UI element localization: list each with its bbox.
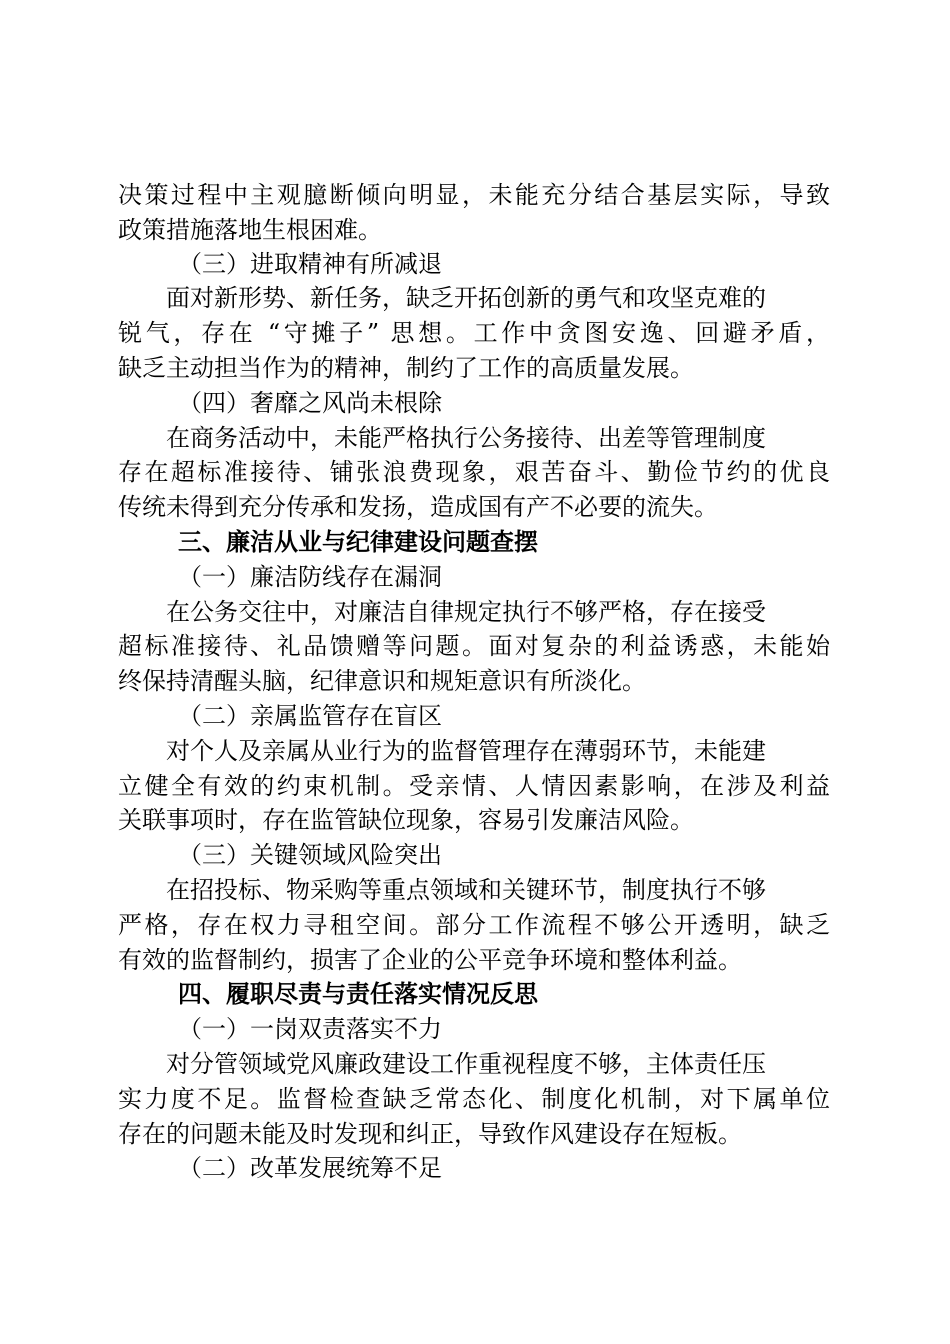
subsection-heading (0, 697, 950, 735)
subsection-heading-text: （一）廉洁防线存在漏洞 (178, 563, 442, 591)
paragraph-text: 缺乏主动担当作为的精神，制约了工作的高质量发展。 (118, 354, 694, 382)
body-text-line (0, 279, 950, 317)
body-text-line (0, 941, 950, 979)
paragraph-text: 关联事项时，存在监管缺位现象，容易引发廉洁风险。 (118, 806, 694, 834)
body-text-line (0, 1045, 950, 1083)
paragraph-text: 传统未得到充分传承和发扬，造成国有产不必要的流失。 (118, 493, 718, 521)
subsection-heading (0, 558, 950, 596)
paragraph-text: 对分管领域党风廉政建设工作重视程度不够，主体责任压 (166, 1050, 766, 1078)
subsection-heading-text: （三）进取精神有所减退 (178, 250, 442, 278)
subsection-heading (0, 245, 950, 283)
body-text-line (0, 627, 950, 665)
body-text-line (0, 314, 950, 352)
subsection-heading (0, 1149, 950, 1187)
section-heading-text: 三、廉洁从业与纪律建设问题查摆 (178, 528, 538, 556)
paragraph-text: 有效的监督制约，损害了企业的公平竞争环境和整体利益。 (118, 946, 742, 974)
paragraph-text: 实力度不足。监督检查缺乏常态化、制度化机制，对下属单位 (118, 1085, 830, 1113)
body-text-line (0, 801, 950, 839)
body-text-line (0, 211, 950, 249)
paragraph-text: 在商务活动中，未能严格执行公务接待、出差等管理制度 (166, 424, 766, 452)
section-heading (0, 975, 950, 1013)
body-text-line (0, 1115, 950, 1153)
section-heading-text: 四、履职尽责与责任落实情况反思 (178, 980, 538, 1008)
paragraph-text: 存在的问题未能及时发现和纠正，导致作风建设存在短板。 (118, 1120, 742, 1148)
body-text-line (0, 767, 950, 805)
section-heading (0, 523, 950, 561)
paragraph-text: 超标准接待、礼品馈赠等问题。面对复杂的利益诱惑，未能始 (118, 632, 830, 660)
subsection-heading-text: （一）一岗双责落实不力 (178, 1015, 442, 1043)
paragraph-text: 决策过程中主观臆断倾向明显，未能充分结合基层实际，导致 (118, 181, 830, 209)
body-text-line (0, 662, 950, 700)
subsection-heading-text: （二）改革发展统筹不足 (178, 1154, 442, 1182)
paragraph-text: 终保持清醒头脑，纪律意识和规矩意识有所淡化。 (118, 667, 646, 695)
paragraph-text: 在招投标、物采购等重点领域和关键环节，制度执行不够 (166, 876, 766, 904)
body-text-line (0, 176, 950, 214)
subsection-heading (0, 1010, 950, 1048)
paragraph-text: 对个人及亲属从业行为的监督管理存在薄弱环节，未能建 (166, 737, 766, 765)
body-text-line (0, 906, 950, 944)
paragraph-text: 立健全有效的约束机制。受亲情、人情因素影响，在涉及利益 (118, 772, 830, 800)
body-text-line (0, 488, 950, 526)
body-text-line (0, 593, 950, 631)
paragraph-text: 在公务交往中，对廉洁自律规定执行不够严格，存在接受 (166, 598, 766, 626)
paragraph-text: 严格，存在权力寻租空间。部分工作流程不够公开透明，缺乏 (118, 911, 830, 939)
body-text-line (0, 732, 950, 770)
paragraph-text: 政策措施落地生根困难。 (118, 216, 382, 244)
body-text-line (0, 349, 950, 387)
paragraph-text: 锐气，存在 “守摊子” 思想。工作中贪图安逸、回避矛盾， (118, 319, 830, 347)
paragraph-text: 存在超标准接待、铺张浪费现象，艰苦奋斗、勤俭节约的优良 (118, 458, 830, 486)
body-text-line (0, 1080, 950, 1118)
subsection-heading-text: （四）奢靡之风尚未根除 (178, 389, 442, 417)
subsection-heading (0, 836, 950, 874)
body-text-line (0, 453, 950, 491)
subsection-heading-text: （三）关键领域风险突出 (178, 841, 442, 869)
body-text-line (0, 419, 950, 457)
subsection-heading (0, 384, 950, 422)
paragraph-text: 面对新形势、新任务，缺乏开拓创新的勇气和攻坚克难的 (166, 284, 766, 312)
body-text-line (0, 871, 950, 909)
subsection-heading-text: （二）亲属监管存在盲区 (178, 702, 442, 730)
